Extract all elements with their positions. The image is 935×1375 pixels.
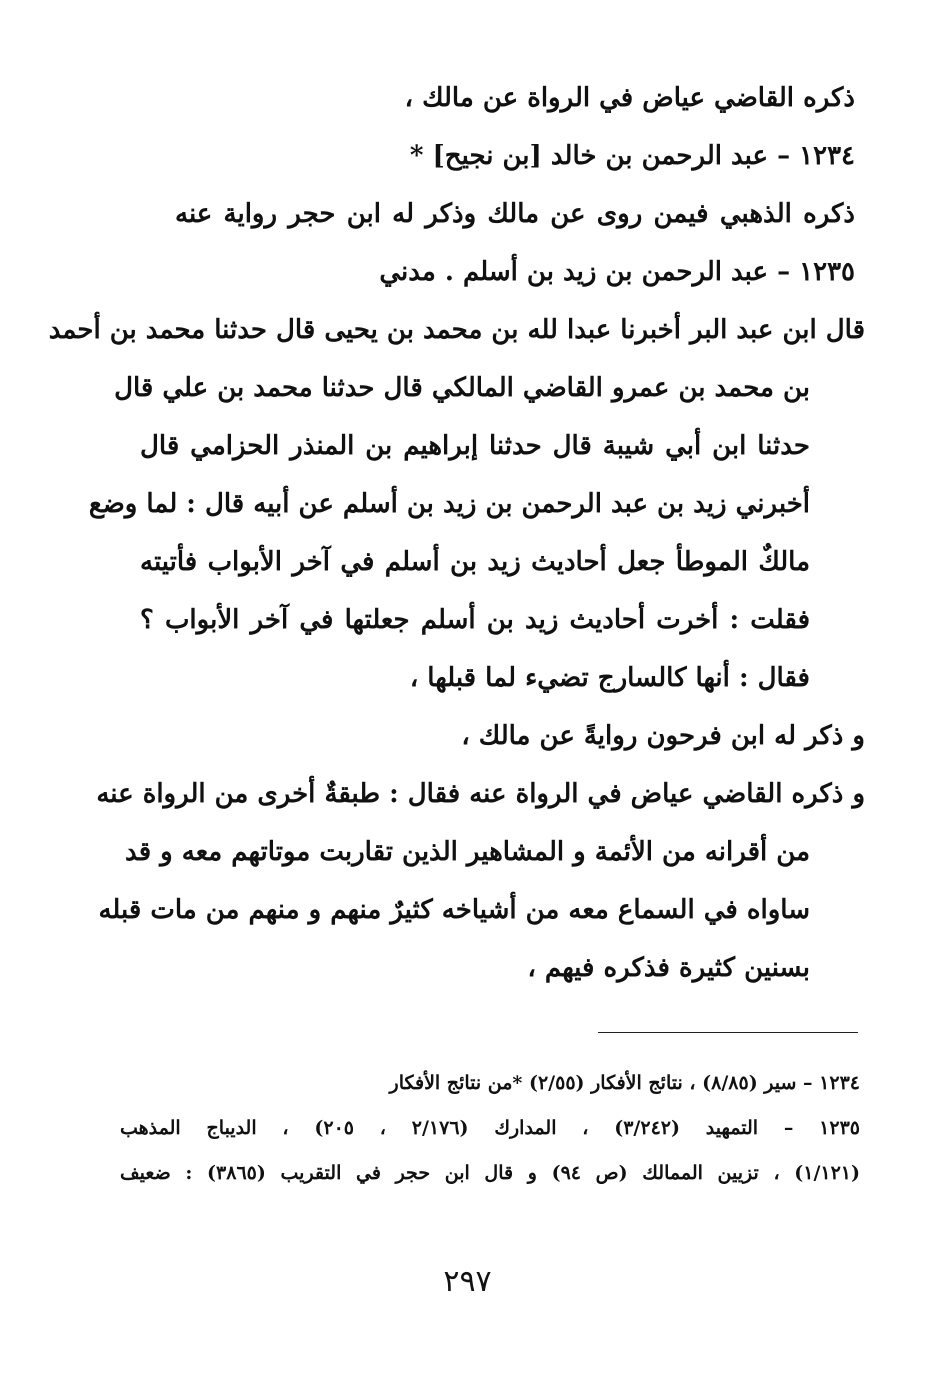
- text-line: ذكره الذهبي فيمن روى عن مالك وذكر له ابن حجر رواية عنه: [175, 199, 855, 229]
- text-line: ذكره القاضي عياض في الرواة عن مالك ،: [404, 83, 855, 113]
- text-line: فقال : أنها كالسارج تضيء لما قبلها ،: [409, 663, 810, 693]
- text-line: و ذكر له ابن فرحون روايةً عن مالك ،: [461, 721, 865, 751]
- footnote-separator: [598, 1032, 858, 1033]
- footnote-1235: ١٢٣٥ – التمهيد (٣/٢٤٢) ، المدارك (٢/١٧٦ ، ٢٠٥) ، الديباج المذهب: [120, 1117, 860, 1139]
- text-line: من أقرانه من الأئمة و المشاهير الذين تقاربت موتاتهم معه و قد: [125, 837, 810, 867]
- page-number: ٢٩٧: [443, 1264, 492, 1299]
- text-line: قال ابن عبد البر أخبرنا عبدا لله بن محمد بن يحيى قال حدثنا محمد بن أحمد: [48, 315, 865, 345]
- footnote-1234: ١٢٣٤ – سير (٨/٨٥) ، نتائج الأفكار (٢/٥٥) *من نتائج الأفكار: [389, 1072, 860, 1094]
- text-line: بسنين كثيرة فذكره فيهم ،: [527, 953, 810, 983]
- text-line: حدثنا ابن أبي شيبة قال حدثنا إبراهيم بن المنذر الحزامي قال: [140, 431, 810, 461]
- entry-heading-1234: ١٢٣٤ – عبد الرحمن بن خالد [بن نجيح] *: [409, 141, 855, 171]
- text-line: مالكٌ الموطأ جعل أحاديث زيد بن أسلم في آخر الأبواب فأتيته: [140, 547, 810, 577]
- text-line: و ذكره القاضي عياض في الرواة عنه فقال : طبقةٌ أخرى من الرواة عنه: [96, 779, 865, 809]
- entry-heading-1235: ١٢٣٥ – عبد الرحمن بن زيد بن أسلم . مدني: [379, 257, 855, 287]
- text-line: ساواه في السماع معه من أشياخه كثيرٌ منهم و منهم من مات قبله: [98, 895, 810, 925]
- text-line: بن محمد بن عمرو القاضي المالكي قال حدثنا محمد بن علي قال: [114, 373, 810, 403]
- text-line: أخبرني زيد بن عبد الرحمن بن زيد بن أسلم عن أبيه قال : لما وضع: [88, 489, 810, 519]
- text-line: فقلت : أخرت أحاديث زيد بن أسلم جعلتها في آخر الأبواب ؟: [140, 605, 810, 635]
- footnote-1235-continued: (١/١٢١) ، تزيين الممالك (ص ٩٤) و قال ابن حجر في التقريب (٣٨٦٥) : ضعيف: [120, 1162, 861, 1184]
